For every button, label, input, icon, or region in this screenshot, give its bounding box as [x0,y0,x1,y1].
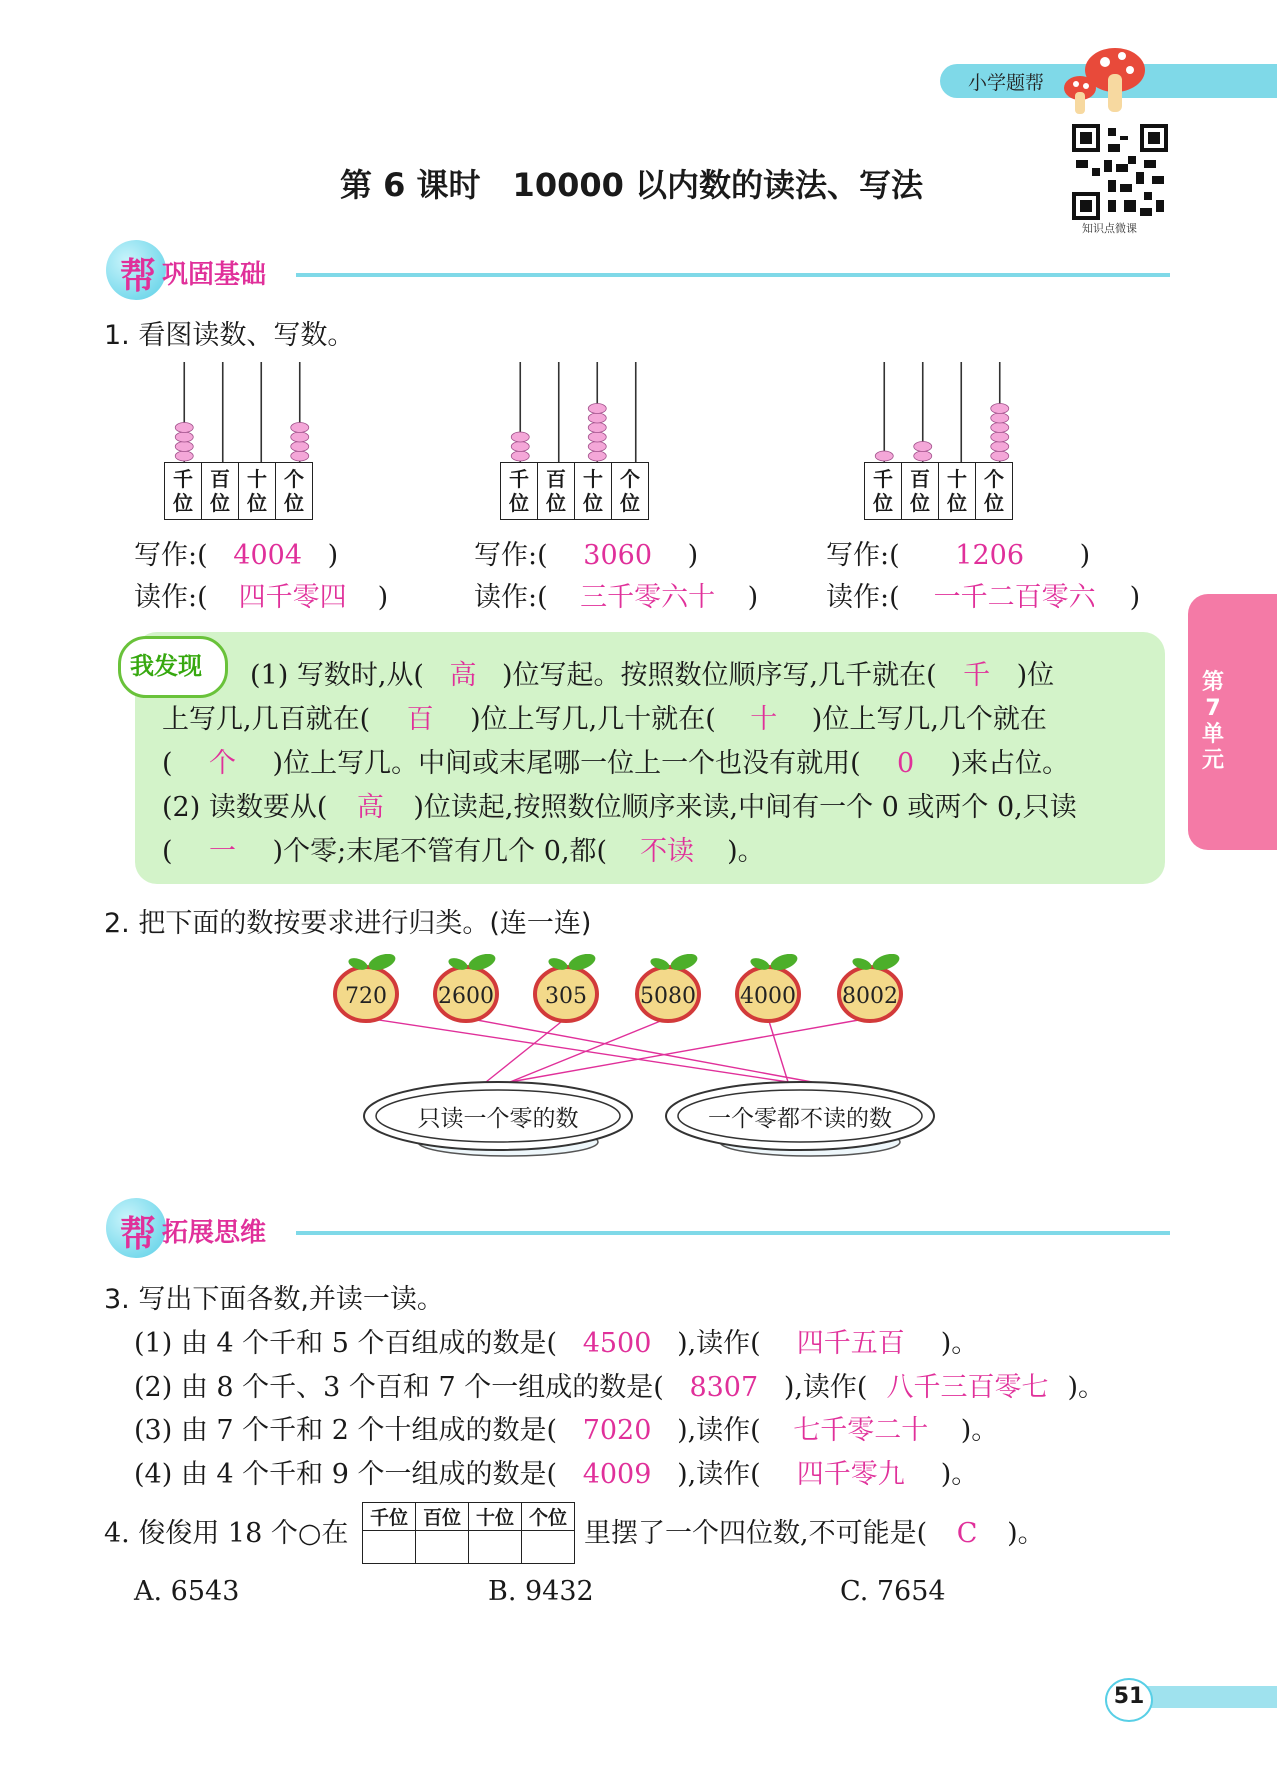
abacus-bead [175,442,193,452]
place-blank [522,1531,575,1564]
abacus-bead [511,432,529,442]
place-cell [501,463,538,520]
brand-text: 小学题帮 [968,72,1045,94]
close-paren: ) [1079,540,1091,571]
place-header: 十位 [469,1503,522,1531]
text: (2) 读数要从( [162,792,328,823]
place-char: 百 [910,467,930,491]
section-title-basic: 巩固基础 [162,260,267,290]
apple-number: 305 [545,984,587,1009]
discover-badge-label: 我发现 [130,652,202,680]
apple-number: 8002 [842,984,898,1009]
link-line [510,1018,870,1082]
text: )位上写几。中间或末尾哪一位上一个也没有就用( [272,748,861,779]
write-answer[interactable]: 4004 [233,540,302,571]
blank-answer[interactable]: 十 [750,704,778,735]
apple-number: 2600 [438,984,494,1009]
discover-line-4 [162,790,1077,826]
place-cell [239,463,276,520]
abacus-bead [991,404,1009,414]
abacus-1 [164,362,324,522]
write-label: 写作:( [474,540,548,571]
read-answer[interactable]: 四千零九 [796,1459,905,1490]
q4-prompt-a: 4. 俊俊用 18 个○在 [104,1518,349,1549]
text: )位 [1016,660,1055,691]
abacus-bead [175,451,193,461]
mushroom-icon [1060,40,1150,118]
text: (1) 写数时,从( [250,660,424,691]
place-char: 位 [583,491,603,515]
unit-side-tab-label: 第7单元 [1201,670,1224,773]
page-number: 51 [1113,1684,1145,1709]
link-line [768,1018,788,1082]
place-char: 位 [247,491,267,515]
place-cell [575,463,612,520]
section-badge-char: 帮 [120,1214,157,1255]
read-label: 读作:( [474,582,548,613]
text: )。 [727,836,765,867]
section-title-extend: 拓展思维 [162,1218,267,1248]
number-answer[interactable]: 7020 [582,1415,652,1446]
place-name-hundreds [910,467,930,515]
write-answer[interactable]: 3060 [583,540,652,571]
link-line [510,1018,668,1082]
abacus-bead [914,451,932,461]
text: )位读起,按照数位顺序来读,中间有一个 0 或两个 0,只读 [413,792,1077,823]
place-char: 个 [620,467,640,491]
place-char: 位 [284,491,304,515]
link-line [486,1018,566,1082]
text: )。 [1067,1372,1106,1403]
text: )。 [1007,1518,1045,1549]
blank-answer[interactable]: 高 [449,660,477,691]
close-paren: ) [377,582,389,613]
q2-link-lines [366,1018,870,1082]
apple-number: 5080 [640,984,696,1009]
q2-apples [335,954,902,1021]
place-char: 位 [873,491,893,515]
read-answer[interactable]: 三千零六十 [580,582,716,613]
section-header-extend [106,1198,1170,1268]
place-blank [469,1531,522,1564]
number-answer[interactable]: 8307 [689,1372,759,1403]
write-answer[interactable]: 1206 [955,540,1024,571]
place-cell [976,463,1013,520]
section-divider [296,1231,1170,1235]
text: )位上写几,几十就在( [470,704,716,735]
read-label: 读作:( [134,582,208,613]
text: (4) 由 4 个千和 9 个一组成的数是( [134,1459,558,1490]
place-name-tens [583,467,603,515]
q4-option-c[interactable]: C. 7654 [840,1576,946,1607]
text: ( [162,836,173,867]
section-badge-char: 帮 [120,256,157,297]
abacus-bead [291,442,309,452]
place-char: 位 [910,491,930,515]
apple-3[interactable] [535,954,598,1021]
q4-prompt-b [584,1516,1045,1552]
place-char: 位 [620,491,640,515]
place-char: 位 [509,491,529,515]
place-name-tens [247,467,267,515]
qr-caption: 知识点微课 [1082,222,1137,235]
abacus-1-rods [164,362,324,462]
place-char: 十 [247,467,267,491]
blank-answer[interactable]: 千 [963,660,991,691]
abacus-bead [291,423,309,433]
apple-5[interactable] [737,954,800,1021]
link-line [466,1018,812,1082]
text: )。 [940,1459,979,1490]
q3-item-4 [134,1457,978,1493]
abacus-1-place-table [164,462,313,520]
read-answer[interactable]: 七千零二十 [793,1415,929,1446]
place-cell [202,463,239,520]
abacus-bead [175,423,193,433]
q3-item-2 [134,1370,1105,1406]
place-name-tens [947,467,967,515]
place-char: 百 [210,467,230,491]
abacus-2-place-table [500,462,649,520]
q3-item-1 [134,1326,978,1362]
q3-item-3 [134,1413,998,1449]
q4-option-a[interactable]: A. 6543 [134,1576,240,1607]
abacus-3 [864,362,1024,522]
close-paren: ) [327,540,339,571]
number-answer[interactable]: 4500 [582,1328,652,1359]
apple-4[interactable] [637,954,700,1021]
text: (1) 由 4 个千和 5 个百组成的数是( [134,1328,558,1359]
text: (3) 由 7 个千和 2 个十组成的数是( [134,1415,558,1446]
discover-line-2 [162,702,1047,738]
place-name-hundreds [546,467,566,515]
place-cell [902,463,939,520]
text: 里摆了一个四位数,不可能是( [584,1518,928,1549]
read-label: 读作:( [826,582,900,613]
place-char: 位 [984,491,1004,515]
close-paren: ) [687,540,699,571]
q1-write-row-3 [826,538,1090,574]
abacus-2-rods [500,362,660,462]
text: )。 [960,1415,999,1446]
place-char: 百 [546,467,566,491]
apple-number: 4000 [740,984,796,1009]
text: ( [162,748,173,779]
lesson-title: 第 6 课时 10000 以内数的读法、写法 [340,166,924,204]
plate-1-label: 只读一个零的数 [417,1106,579,1132]
abacus-bead [588,442,606,452]
text: 上写几,几百就在( [162,704,371,735]
place-cell [538,463,575,520]
text: ),读作( [677,1328,761,1359]
place-name-ones [620,467,640,515]
apple-1[interactable] [335,954,398,1021]
place-header: 个位 [522,1503,575,1531]
place-name-thousands [173,467,193,515]
place-char: 个 [984,467,1004,491]
discover-line-1 [250,658,1054,694]
section-header-basic [106,240,1170,310]
abacus-bead [991,442,1009,452]
write-label: 写作:( [826,540,900,571]
q1-write-row-1 [134,538,338,574]
abacus-bead [175,432,193,442]
q4-option-b[interactable]: B. 9432 [488,1576,594,1607]
close-paren: ) [747,582,759,613]
place-name-thousands [509,467,529,515]
link-line [366,1018,788,1082]
q1-prompt: 1. 看图读数、写数。 [104,320,355,351]
q4-place-table [362,1502,575,1564]
abacus-bead [588,451,606,461]
place-cell [276,463,313,520]
abacus-3-rods [864,362,1024,462]
text: )位写起。按照数位顺序写,几千就在( [501,660,937,691]
abacus-bead [991,451,1009,461]
text: )。 [940,1328,979,1359]
read-answer[interactable]: 八千三百零七 [886,1372,1049,1403]
qr-code-icon[interactable] [1072,124,1168,220]
text: (2) 由 8 个千、3 个百和 7 个一组成的数是( [134,1372,664,1403]
abacus-3-place-table [864,462,1013,520]
blank-answer[interactable]: 高 [356,792,384,823]
place-cell [612,463,649,520]
abacus-bead [588,432,606,442]
place-char: 位 [210,491,230,515]
place-char: 位 [173,491,193,515]
text: ),读作( [677,1459,761,1490]
q1-read-row-3 [826,580,1140,616]
place-cell [165,463,202,520]
discover-line-5 [162,834,765,870]
abacus-bead [511,451,529,461]
abacus-bead [588,404,606,414]
place-char: 位 [546,491,566,515]
place-header: 千位 [363,1503,416,1531]
q1-read-row-1 [134,580,388,616]
abacus-bead [511,442,529,452]
read-answer[interactable]: 四千五百 [796,1328,905,1359]
blank-answer[interactable]: 不读 [640,836,695,867]
place-header: 百位 [416,1503,469,1531]
q3-prompt: 3. 写出下面各数,并读一读。 [104,1284,444,1315]
place-cell [939,463,976,520]
place-name-ones [984,467,1004,515]
write-label: 写作:( [134,540,208,571]
read-answer[interactable]: 四千零四 [238,582,347,613]
place-char: 千 [173,467,193,491]
apple-6[interactable] [839,954,902,1021]
place-blank [416,1531,469,1564]
apple-number: 720 [345,984,387,1009]
text: ),读作( [783,1372,868,1403]
place-name-ones [284,467,304,515]
place-blank [363,1531,416,1564]
place-char: 千 [509,467,529,491]
read-answer[interactable]: 一千二百零六 [933,582,1096,613]
choice-answer[interactable]: C [956,1518,978,1549]
abacus-bead [588,423,606,433]
place-name-hundreds [210,467,230,515]
text: )个零;末尾不管有几个 0,都( [272,836,608,867]
number-answer[interactable]: 4009 [582,1459,652,1490]
apple-2[interactable] [435,954,498,1021]
abacus-2 [500,362,660,522]
q2-prompt: 2. 把下面的数按要求进行归类。(连一连) [104,908,592,939]
place-name-thousands [873,467,893,515]
section-divider [296,273,1170,277]
abacus-bead [291,432,309,442]
q1-read-row-2 [474,580,758,616]
abacus-bead [991,432,1009,442]
place-char: 位 [947,491,967,515]
place-cell [865,463,902,520]
abacus-bead [875,451,893,461]
place-char: 十 [583,467,603,491]
blank-answer[interactable]: 百 [406,704,434,735]
blank-answer[interactable]: 0 [897,748,915,779]
abacus-bead [991,423,1009,433]
place-char: 千 [873,467,893,491]
abacus-bead [914,442,932,452]
q1-write-row-2 [474,538,698,574]
blank-answer[interactable]: 个 [209,748,237,779]
place-char: 十 [947,467,967,491]
blank-answer[interactable]: 一 [209,836,237,867]
abacus-bead [291,451,309,461]
plate-2-label: 一个零都不读的数 [708,1106,892,1132]
place-char: 个 [284,467,304,491]
text: )位上写几,几个就在 [811,704,1047,735]
text: )来占位。 [950,748,1070,779]
discover-line-3 [162,746,1069,782]
close-paren: ) [1129,582,1141,613]
abacus-bead [991,413,1009,423]
text: ),读作( [677,1415,761,1446]
abacus-bead [588,413,606,423]
